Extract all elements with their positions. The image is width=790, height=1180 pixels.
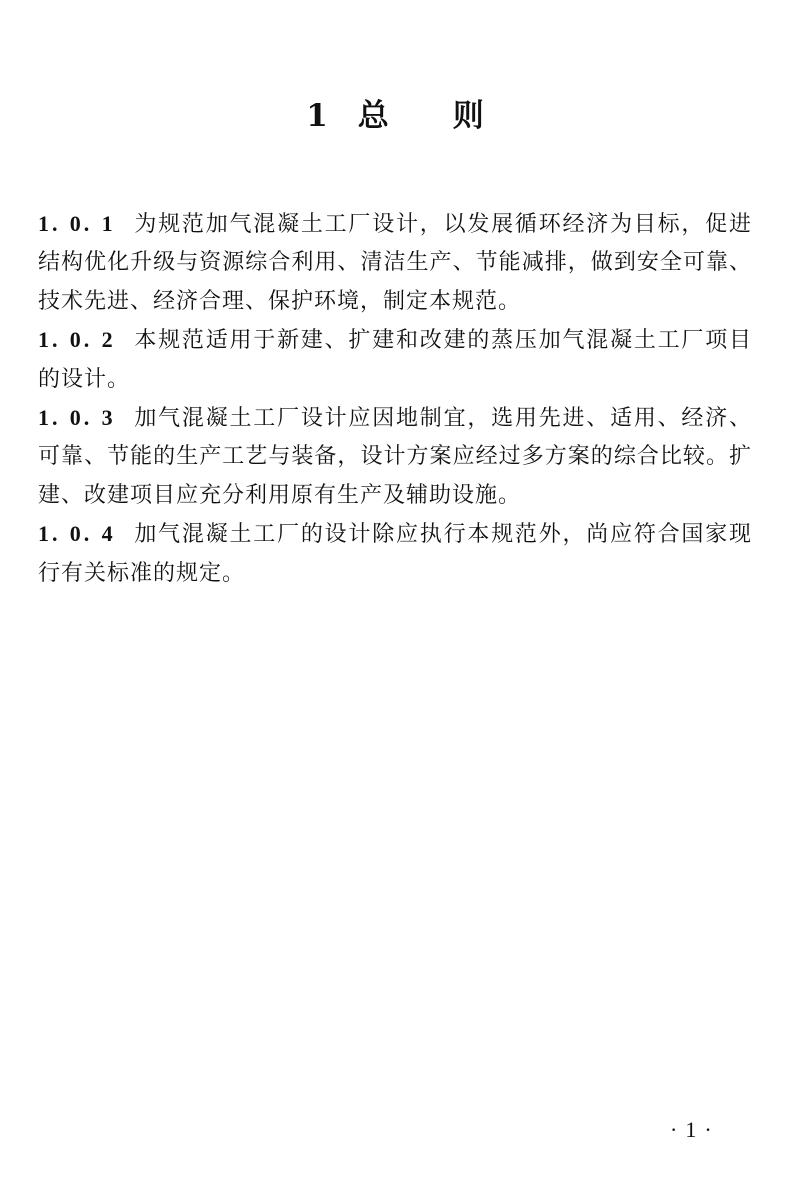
page-number-value: 1 (685, 1117, 697, 1142)
chapter-title-char-1: 总 (357, 98, 389, 134)
clause-number: 1. 0. 1 (38, 211, 116, 236)
chapter-body (38, 205, 752, 593)
clause-number: 1. 0. 4 (38, 521, 116, 547)
clause-text: 为规范加气混凝土工厂设计，以发展循环经济为目标，促进结构优化升级与资源综合利用、清洁生产、节能减排，做到安全可靠、技术先进、经济合理、保护环境，制定本规范。 (38, 212, 752, 314)
page-number-dot-left: · (670, 1117, 678, 1142)
chapter-title (0, 92, 790, 140)
clause-text: 加气混凝土工厂设计应因地制宜，选用先进、适用、经济、可靠、节能的生产工艺与装备，设计方案应经过多方案的综合比较。扩建、改建项目应充分利用原有生产及辅助设施。 (38, 406, 752, 508)
chapter-title-char-2: 则 (452, 98, 484, 134)
chapter-number: 1 (306, 98, 328, 134)
clause-1-0-1 (38, 205, 752, 321)
page-number-dot-right: · (704, 1117, 712, 1142)
clause-1-0-2 (38, 321, 752, 399)
clause-1-0-4 (38, 515, 752, 593)
clause-1-0-3 (38, 399, 752, 515)
page-number (662, 1117, 720, 1143)
clause-text: 本规范适用于新建、扩建和改建的蒸压加气混凝土工厂项目的设计。 (38, 328, 752, 392)
clause-number: 1. 0. 3 (38, 405, 116, 431)
clause-text: 加气混凝土工厂的设计除应执行本规范外，尚应符合国家现行有关标准的规定。 (38, 522, 752, 586)
clause-number: 1. 0. 2 (38, 327, 116, 353)
